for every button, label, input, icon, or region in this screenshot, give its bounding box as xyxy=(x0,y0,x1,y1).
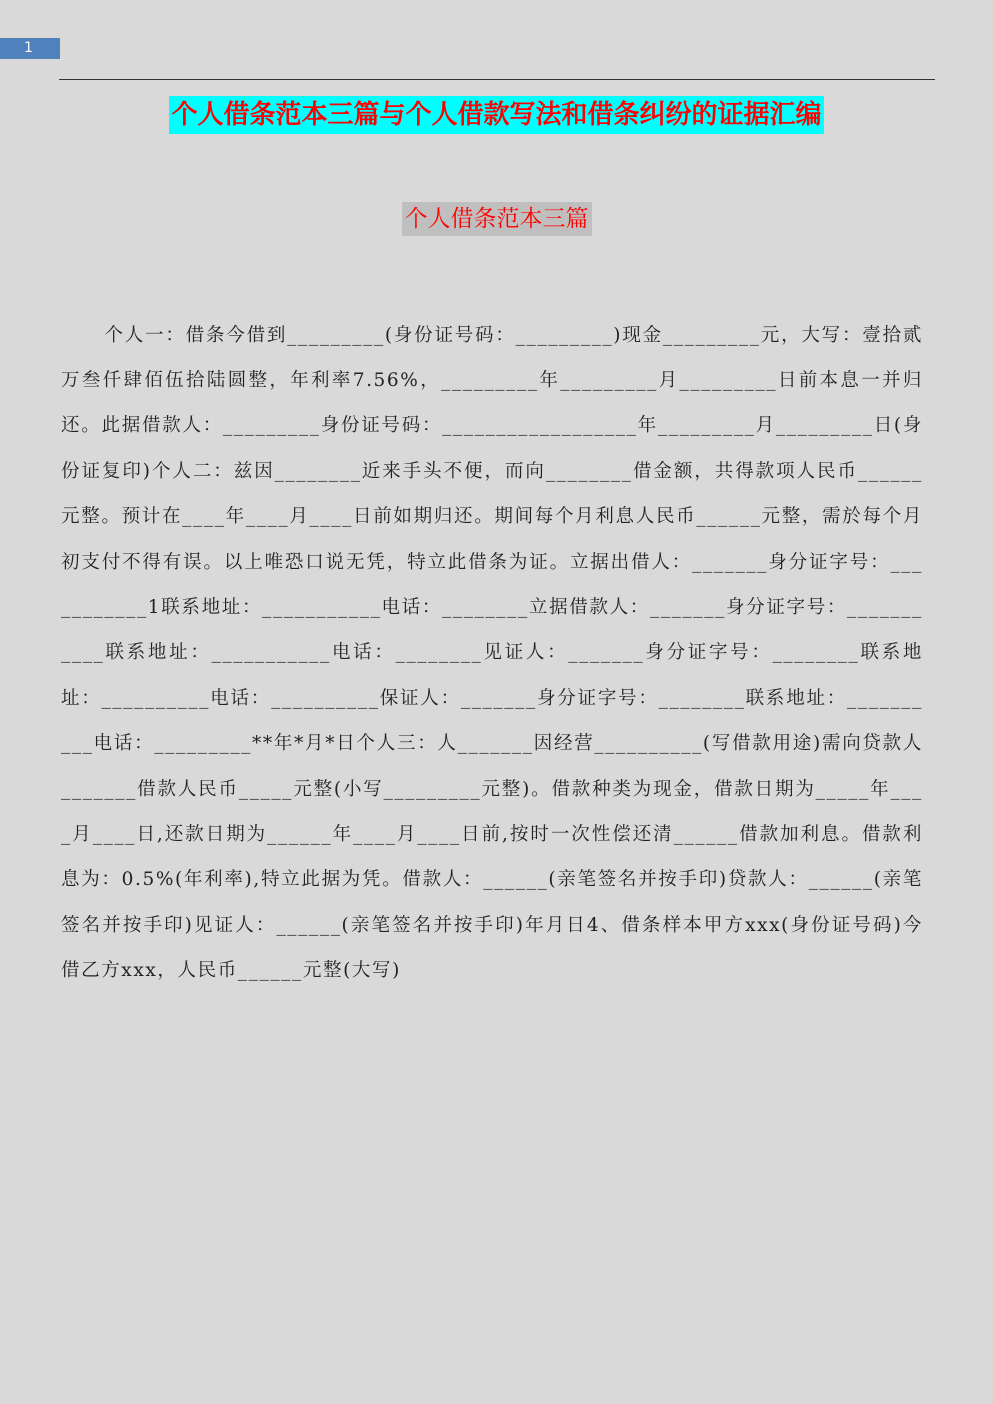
body-paragraph: 个人一：借条今借到_________(身份证号码：_________)现金_________元，大写：壹拾贰万叁仟肆佰伍拾陆圆整，年利率7.56%，_________年_________月_________日前本息一并归还。此据借款人：_________身份证号码：__________________年_________月_________日(身份证复印)个人二：兹因________近来手头不便，而向________借金额，共得款项人民币______元整。预计在____年____月____日前如期归还。期间每个月利息人民币______元整，需於每个月初支付不得有误。以上唯恐口说无凭，特立此借条为证。立据出借人：_______身分证字号：___________1联系地址：___________电话：________立据借款人：_______身分证字号：___________联系地址：___________电话：________见证人：_______身分证字号：________联系地址：__________电话：__________保证人：_______身分证字号：________联系地址：__________电话：_________**年*月*日个人三：人_______因经营__________(写借款用途)需向贷款人_______借款人民币_____元整(小写_________元整)。借款种类为现金，借款日期为_____年____月____日,还款日期为______年____月____日前,按时一次性偿还清______借款加利息。借款利息为：0.5%(年利率),特立此据为凭。借款人：______(亲笔签名并按手印)贷款人：______(亲笔签名并按手印)见证人：______(亲笔签名并按手印)年月日4、借条样本甲方xxx(身份证号码)今借乙方xxx，人民币______元整(大写) xyxy=(61,324,923,982)
section-title-container xyxy=(0,202,993,236)
page-number-badge xyxy=(0,38,60,59)
header-divider xyxy=(59,79,935,80)
section-title: 个人借条范本三篇 xyxy=(402,202,592,236)
document-title-container xyxy=(0,96,993,134)
page-number: 1 xyxy=(24,40,33,56)
document-title: 个人借条范本三篇与个人借款写法和借条纠纷的证据汇编 xyxy=(169,96,823,134)
